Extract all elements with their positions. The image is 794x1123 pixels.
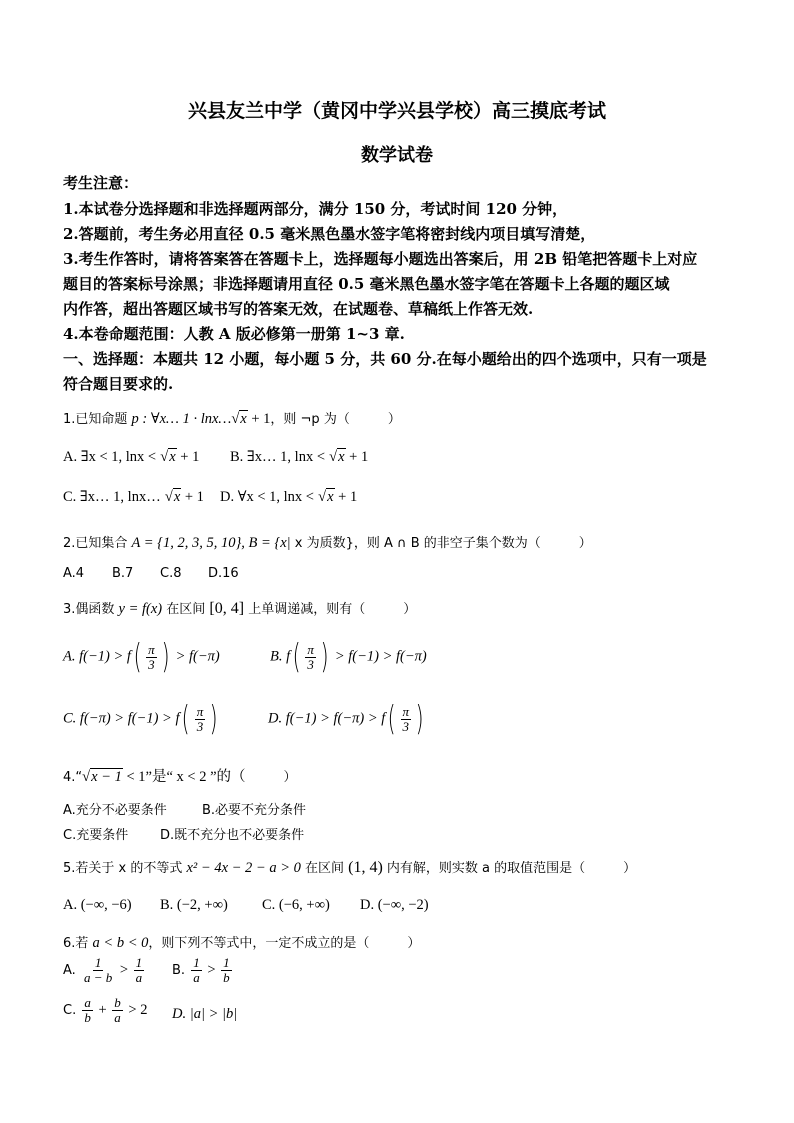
q1-option-b: B. ∃x… 1, lnx < √x + 1 bbox=[230, 449, 369, 465]
q6-stem-close: ） bbox=[407, 936, 421, 951]
q3-option-d-frac-den: 3 bbox=[402, 718, 410, 734]
q1-option-a: A. ∃x < 1, lnx < √x + 1 bbox=[63, 449, 200, 465]
q2-set-a: A = {1, 2, 3, 5, 10}, B = {x| bbox=[131, 535, 291, 551]
q1-option-a-tail: + 1 bbox=[176, 449, 200, 465]
q1-stem-math: p : ∀x… 1 · lnx… bbox=[131, 411, 232, 427]
q3-stem-tail: 上单调递减，则有（ bbox=[244, 602, 366, 617]
note-4: 4.本卷命题范围：人教 A 版必修第一册第 1~3 章. bbox=[63, 325, 405, 343]
q4-stem-open: 4.“ bbox=[63, 770, 83, 785]
note-3-line-2: 题目的答案标号涂黑；非选择题请用直径 0.5 毫米黑色墨水签字笔在答题卡上各题的题区域 bbox=[63, 275, 670, 293]
note-3-line-3: 内作答，超出答题区域书写的答案无效，在试题卷、草稿纸上作答无效. bbox=[63, 300, 534, 318]
q6-option-a bbox=[63, 956, 146, 985]
q6-option-c-plus: + bbox=[94, 1002, 111, 1018]
q3-option-d: D. f(−1) > f(−π) > f( $\frac{\pi}{3}$ ) bbox=[268, 699, 424, 739]
q1-option-d-tail: + 1 bbox=[334, 489, 358, 505]
q1-option-c-text: C. ∃x… 1, lnx… bbox=[63, 489, 161, 505]
q4-stem-radicand: x − 1 bbox=[91, 769, 122, 785]
q5-stem-tail: 内有解，则实数 a 的取值范围是（ bbox=[382, 861, 586, 876]
q6-option-b-den2: b bbox=[223, 970, 230, 985]
q2-set-b: x 为质数} bbox=[294, 536, 354, 551]
q1-stem-radicand: x bbox=[240, 411, 247, 427]
q1-option-a-text: A. ∃x < 1, lnx < bbox=[63, 449, 157, 465]
q3-option-c: C. f(−π) > f(−1) > f( $\frac{\pi}{3}$ ) bbox=[63, 699, 218, 739]
q1-stem-text: 1.已知命题 bbox=[63, 412, 132, 427]
q5-stem-close: ） bbox=[623, 861, 637, 876]
q3-option-c-frac-num: π bbox=[196, 703, 204, 719]
q3-option-b-frac-num: π bbox=[307, 641, 314, 657]
q2-option-c: C.8 bbox=[160, 566, 182, 581]
exam-subtitle: 数学试卷 bbox=[361, 145, 433, 166]
q2-stem-tail: ，则 A ∩ B 的非空子集个数为（ bbox=[353, 536, 541, 551]
q3-option-c-frac-den: 3 bbox=[196, 718, 204, 734]
q3-option-b-post: > f(−1) > f(−π) bbox=[331, 648, 427, 665]
q2-stem-text: 2.已知集合 bbox=[63, 536, 132, 551]
q4-option-a: A.充分不必要条件 bbox=[63, 803, 167, 818]
q3-option-a: A. f(−1) > f( $\frac{\pi}{3}$ ) > f(−π) bbox=[63, 637, 220, 677]
q3-option-b-pre: B. f bbox=[270, 648, 291, 665]
q5-option-b: B. (−2, +∞) bbox=[160, 897, 228, 913]
q6-option-b-num2: 1 bbox=[223, 955, 230, 970]
q6-option-c-label: C. bbox=[63, 1003, 77, 1018]
question-4-stem: 4.“√x − 1 < 1”是“ x < 2 ”的（ ） bbox=[63, 769, 297, 785]
q1-stem-tail: ，则 ¬p 为（ bbox=[270, 412, 350, 427]
q6-option-c-tail: > 2 bbox=[124, 1002, 148, 1018]
q6-option-d: D. |a| > |b| bbox=[172, 1006, 238, 1022]
q6-option-a-den: a − b bbox=[83, 970, 113, 985]
q6-option-a-rel: > bbox=[116, 962, 132, 978]
q6-option-a-num: 1 bbox=[94, 955, 102, 970]
q6-option-c-num2: b bbox=[114, 995, 121, 1010]
question-6-stem bbox=[63, 932, 420, 952]
q3-option-c-pre: C. f(−π) > f(−1) > f bbox=[63, 710, 180, 727]
q6-option-b-den: a bbox=[193, 970, 200, 985]
q3-option-d-frac-num: π bbox=[402, 703, 410, 719]
q5-stem-text: 5.若关于 x 的不等式 bbox=[63, 861, 187, 876]
q3-stem-text: 3.偶函数 bbox=[63, 602, 119, 617]
q5-stem-mid: 在区间 bbox=[300, 861, 349, 876]
q1-option-c-tail: + 1 bbox=[181, 489, 204, 505]
q1-option-b-text: B. ∃x… 1, lnx < bbox=[230, 449, 325, 465]
q6-option-b-rel: > bbox=[203, 962, 220, 978]
q1-option-d-text: D. ∀x < 1, lnx < bbox=[220, 489, 314, 505]
q3-option-a-post: > f(−π) bbox=[171, 648, 220, 665]
q5-stem-math: x² − 4x − 2 − a > 0 bbox=[186, 860, 301, 876]
q6-option-a-den2: a bbox=[135, 970, 143, 985]
q1-option-c-radicand: x bbox=[173, 489, 181, 505]
q5-option-c: C. (−6, +∞) bbox=[262, 897, 330, 913]
q6-option-a-label: A. bbox=[63, 963, 76, 978]
question-2-stem bbox=[63, 532, 592, 552]
section-1-line-2: 符合题目要求的. bbox=[63, 375, 174, 393]
question-3-stem bbox=[63, 598, 416, 618]
q1-option-a-radicand: x bbox=[169, 449, 176, 465]
q1-stem-close: ） bbox=[387, 412, 401, 427]
q1-option-b-radicand: x bbox=[338, 449, 345, 465]
q4-stem-close: ） bbox=[283, 770, 297, 785]
q6-option-a-num2: 1 bbox=[135, 955, 143, 970]
q2-stem-close: ） bbox=[578, 536, 592, 551]
q3-option-d-pre: D. f(−1) > f(−π) > f bbox=[268, 710, 386, 727]
q2-option-b: B.7 bbox=[112, 566, 134, 581]
q3-interval: [0, 4] bbox=[209, 600, 245, 617]
q6-option-b-num: 1 bbox=[193, 955, 200, 970]
q3-stem-mid: 在区间 bbox=[162, 602, 210, 617]
q3-option-a-frac-den: 3 bbox=[148, 656, 155, 672]
q6-option-c-num: a bbox=[84, 995, 91, 1010]
q6-option-c bbox=[63, 996, 147, 1025]
note-1: 1.本试卷分选择题和非选择题两部分，满分 150 分，考试时间 120 分钟， bbox=[63, 200, 568, 218]
q1-option-c: C. ∃x… 1, lnx… √x + 1 bbox=[63, 489, 204, 505]
q1-stem-plus: + 1 bbox=[247, 411, 271, 427]
exam-title: 兴县友兰中学（黄冈中学兴县学校）高三摸底考试 bbox=[187, 100, 606, 122]
question-5-stem bbox=[63, 857, 636, 877]
q6-stem-text: 6.若 bbox=[63, 936, 93, 951]
note-3-line-1: 3.考生作答时，请将答案答在答题卡上，选择题每小题选出答案后，用 2B 铅笔把答题卡上对应 bbox=[63, 250, 698, 268]
q4-option-b: B.必要不充分条件 bbox=[202, 803, 307, 818]
q2-option-d: D.16 bbox=[208, 566, 239, 581]
q3-option-a-pre: A. f(−1) > f bbox=[63, 648, 131, 665]
question-1-stem: 1.已知命题 p : ∀x… 1 · lnx…√x + 1，则 ¬p 为（ ） bbox=[63, 411, 401, 427]
q1-option-d-radicand: x bbox=[327, 489, 334, 505]
q4-option-c: C.充要条件 bbox=[63, 828, 129, 843]
q6-option-b bbox=[172, 956, 234, 985]
q1-option-b-tail: + 1 bbox=[345, 449, 369, 465]
q1-option-d: D. ∀x < 1, lnx < √x + 1 bbox=[220, 489, 358, 505]
q4-option-d: D.既不充分也不必要条件 bbox=[160, 828, 305, 843]
q6-option-b-label: B. bbox=[172, 963, 186, 978]
q6-stem-tail: ，则下列不等式中，一定不成立的是（ bbox=[148, 936, 370, 951]
notes-heading: 考生注意： bbox=[63, 174, 139, 192]
q3-option-b-frac-den: 3 bbox=[307, 656, 314, 672]
q3-stem-math: y = f(x) bbox=[118, 601, 163, 617]
q3-option-b: B. f( $\frac{\pi}{3}$ ) > f(−1) > f(−π) bbox=[270, 637, 427, 677]
q5-interval: (1, 4) bbox=[348, 859, 383, 876]
q3-stem-close: ） bbox=[403, 602, 417, 617]
note-2: 2.答题前，考生务必用直径 0.5 毫米黑色墨水签字笔将密封线内项目填写清楚， bbox=[63, 225, 596, 243]
q5-option-d: D. (−∞, −2) bbox=[360, 897, 429, 913]
q6-stem-math: a < b < 0 bbox=[92, 935, 149, 951]
q6-option-c-den: b bbox=[84, 1010, 91, 1025]
q4-stem-text: < 1”是“ x < 2 ”的（ bbox=[122, 769, 246, 785]
q2-option-a: A.4 bbox=[63, 566, 85, 581]
section-1-line-1: 一、选择题：本题共 12 小题，每小题 5 分，共 60 分.在每小题给出的四个选项中，只有一项是 bbox=[63, 350, 707, 368]
q5-option-a: A. (−∞, −6) bbox=[63, 897, 132, 913]
q3-option-a-frac-num: π bbox=[148, 641, 155, 657]
q6-option-c-den2: a bbox=[114, 1010, 121, 1025]
